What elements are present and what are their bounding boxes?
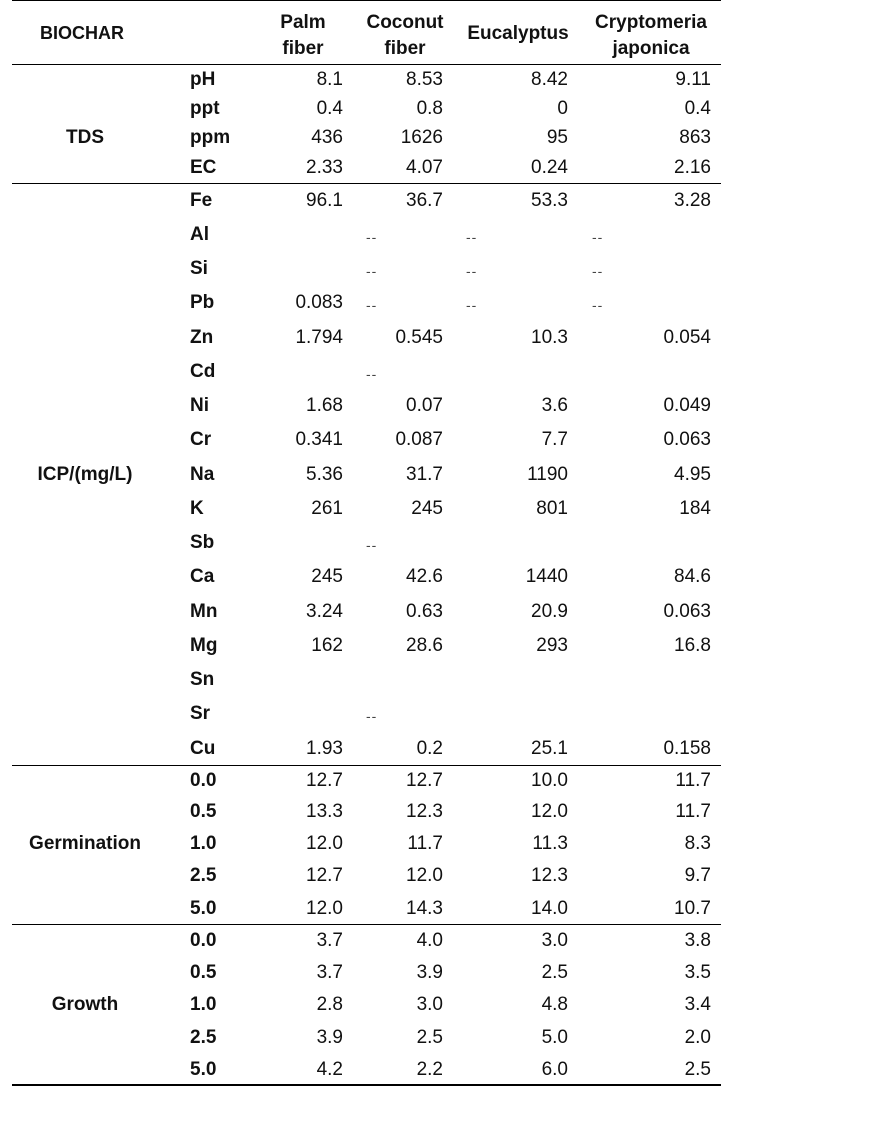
- table-cell-value: 4.07: [406, 157, 443, 178]
- table-cell-value: 3.9: [416, 962, 443, 983]
- row-parameter: Sr: [190, 703, 211, 724]
- table-cell-value: 4.95: [674, 464, 711, 485]
- table-cell-value: 1.794: [295, 327, 343, 348]
- table-cell-value: 245: [411, 498, 443, 519]
- table-cell-value: 2.33: [306, 157, 343, 178]
- table-cell-value: 8.42: [531, 69, 568, 90]
- table-cell-value: 16.8: [674, 635, 711, 656]
- row-parameter: pH: [190, 69, 216, 90]
- table-cell-value: 9.7: [684, 865, 711, 886]
- table-cell-value: 245: [311, 566, 343, 587]
- table-cell-value: 12.0: [306, 833, 343, 854]
- table-cell-value: 12.0: [306, 898, 343, 919]
- table-cell-value: 12.3: [531, 865, 568, 886]
- missing-value-dash: --: [466, 297, 478, 313]
- table-cell-value: 3.0: [416, 994, 443, 1015]
- row-parameter: Na: [190, 464, 215, 485]
- table-cell-value: 0.049: [663, 395, 711, 416]
- missing-value-dash: --: [366, 708, 378, 724]
- row-parameter: 1.0: [190, 994, 217, 1015]
- table-cell-value: 11.7: [675, 770, 711, 791]
- table-cell-value: 2.5: [416, 1027, 443, 1048]
- missing-value-dash: --: [592, 263, 604, 279]
- row-parameter: EC: [190, 157, 217, 178]
- table-cell-value: 2.5: [684, 1059, 711, 1080]
- header-palm-fiber: Palm fiber: [280, 12, 326, 59]
- table-cell-value: 28.6: [406, 635, 443, 656]
- row-parameter: 2.5: [190, 1027, 217, 1048]
- row-parameter: 5.0: [190, 898, 217, 919]
- table-cell-value: 0.054: [663, 327, 711, 348]
- tds-rule: [12, 183, 721, 184]
- missing-value-dash: --: [466, 229, 478, 245]
- header-eucalyptus: Eucalyptus: [467, 23, 569, 44]
- header-biochar: BIOCHAR: [40, 23, 124, 43]
- table-cell-value: 3.7: [316, 962, 343, 983]
- table-cell-value: 162: [311, 635, 343, 656]
- row-parameter: ppm: [190, 127, 231, 148]
- table-cell-value: 95: [546, 127, 568, 148]
- row-parameter: Mn: [190, 601, 218, 622]
- table-cell-value: 0.2: [416, 738, 443, 759]
- row-parameter: 1.0: [190, 833, 217, 854]
- row-parameter: Cr: [190, 429, 212, 450]
- table-cell-value: 12.7: [306, 865, 343, 886]
- table-cell-value: 5.0: [541, 1027, 568, 1048]
- table-cell-value: 0.07: [406, 395, 443, 416]
- missing-value-dash: --: [366, 229, 378, 245]
- table-cell-value: 2.2: [416, 1059, 443, 1080]
- row-parameter: Cu: [190, 738, 216, 759]
- table-cell-value: 184: [679, 498, 711, 519]
- table-cell-value: 1.68: [306, 395, 343, 416]
- table-cell-value: 1.93: [306, 738, 343, 759]
- table-cell-value: 8.3: [684, 833, 711, 854]
- missing-value-dash: --: [366, 366, 378, 382]
- group-label: Growth: [51, 994, 119, 1015]
- table-cell-value: 0.087: [395, 429, 443, 450]
- table-cell-value: 3.28: [674, 190, 711, 211]
- table-cell-value: 96.1: [306, 190, 343, 211]
- table-cell-value: 0.4: [684, 98, 711, 119]
- table-cell-value: 12.3: [406, 801, 443, 822]
- row-parameter: 5.0: [190, 1059, 217, 1080]
- table-cell-value: 2.8: [316, 994, 343, 1015]
- top-rule: [12, 0, 721, 1]
- table-cell-value: 0.083: [295, 292, 343, 313]
- table-cell-value: 3.8: [684, 930, 711, 951]
- table-cell-value: 2.0: [684, 1027, 711, 1048]
- table-cell-value: 36.7: [406, 190, 443, 211]
- table-cell-value: 10.7: [674, 898, 711, 919]
- table-cell-value: 0.4: [316, 98, 343, 119]
- table-cell-value: 11.7: [407, 833, 443, 854]
- table-cell-value: 3.24: [306, 601, 343, 622]
- row-parameter: Cd: [190, 361, 216, 382]
- row-parameter: 0.5: [190, 962, 217, 983]
- row-parameter: Ni: [190, 395, 209, 416]
- row-parameter: Sn: [190, 669, 215, 690]
- table-cell-value: 12.7: [406, 770, 443, 791]
- group-label: ICP/(mg/L): [37, 464, 133, 485]
- table-cell-value: 7.7: [541, 429, 568, 450]
- table-cell-value: 4.0: [416, 930, 443, 951]
- header-cryptomeria-japonica: Cryptomeria japonica: [595, 12, 707, 59]
- table-cell-value: 3.0: [541, 930, 568, 951]
- table-cell-value: 1440: [525, 566, 568, 587]
- table-cell-value: 1626: [400, 127, 443, 148]
- header-rule: [12, 64, 721, 65]
- table-cell-value: 3.7: [316, 930, 343, 951]
- table-cell-value: 2.5: [541, 962, 568, 983]
- table-cell-value: 6.0: [541, 1059, 568, 1080]
- row-parameter: Fe: [190, 190, 213, 211]
- table-cell-value: 10.0: [531, 770, 568, 791]
- table-cell-value: 0.063: [663, 601, 711, 622]
- table-cell-value: 31.7: [406, 464, 443, 485]
- table-cell-value: 3.9: [316, 1027, 343, 1048]
- table-cell-value: 42.6: [406, 566, 443, 587]
- table-cell-value: 12.0: [406, 865, 443, 886]
- row-parameter: Zn: [190, 327, 214, 348]
- row-parameter: Si: [190, 258, 208, 279]
- table-cell-value: 801: [536, 498, 568, 519]
- table-cell-value: 9.11: [675, 69, 711, 90]
- table-cell-value: 436: [311, 127, 343, 148]
- table-cell-value: 0.158: [663, 738, 711, 759]
- table-cell-value: 293: [536, 635, 568, 656]
- table-cell-value: 11.7: [675, 801, 711, 822]
- missing-value-dash: --: [592, 297, 604, 313]
- table-cell-value: 0.063: [663, 429, 711, 450]
- table-cell-value: 11.3: [532, 833, 568, 854]
- row-parameter: Ca: [190, 566, 215, 587]
- table-cell-value: 8.1: [316, 69, 343, 90]
- missing-value-dash: --: [366, 297, 378, 313]
- table-cell-value: 84.6: [674, 566, 711, 587]
- missing-value-dash: --: [592, 229, 604, 245]
- table-cell-value: 12.7: [306, 770, 343, 791]
- table-cell-value: 3.5: [684, 962, 711, 983]
- row-parameter: Sb: [190, 532, 215, 553]
- table-cell-value: 261: [311, 498, 343, 519]
- row-parameter: 0.5: [190, 801, 217, 822]
- table-cell-value: 0.24: [531, 157, 568, 178]
- group-label: Germination: [29, 833, 141, 854]
- row-parameter: ppt: [190, 98, 220, 119]
- table-cell-value: 5.36: [306, 464, 343, 485]
- table-cell-value: 863: [679, 127, 711, 148]
- icp-rule: [12, 765, 721, 766]
- table-cell-value: 12.0: [531, 801, 568, 822]
- table-cell-value: 13.3: [306, 801, 343, 822]
- table-cell-value: 53.3: [531, 190, 568, 211]
- table-cell-value: 14.3: [406, 898, 443, 919]
- table-cell-value: 0.8: [416, 98, 443, 119]
- table-cell-value: 0.341: [295, 429, 343, 450]
- bottom-rule: [12, 1084, 721, 1086]
- table-cell-value: 2.16: [674, 157, 711, 178]
- table-cell-value: 4.8: [541, 994, 568, 1015]
- row-parameter: 0.0: [190, 930, 217, 951]
- table-cell-value: 3.4: [684, 994, 711, 1015]
- table-cell-value: 1190: [527, 464, 568, 485]
- table-cell-value: 0: [557, 98, 568, 119]
- row-parameter: K: [190, 498, 204, 519]
- row-parameter: 0.0: [190, 770, 217, 791]
- table-cell-value: 0.545: [395, 327, 443, 348]
- table-cell-value: 4.2: [316, 1059, 343, 1080]
- missing-value-dash: --: [366, 537, 378, 553]
- header-coconut-fiber: Coconut fiber: [366, 12, 444, 59]
- row-parameter: 2.5: [190, 865, 217, 886]
- missing-value-dash: --: [366, 263, 378, 279]
- table-cell-value: 10.3: [531, 327, 568, 348]
- table-cell-value: 25.1: [531, 738, 568, 759]
- table-cell-value: 20.9: [531, 601, 568, 622]
- germination-rule: [12, 924, 721, 925]
- table-cell-value: 0.63: [406, 601, 443, 622]
- missing-value-dash: --: [466, 263, 478, 279]
- table-cell-value: 8.53: [406, 69, 443, 90]
- table-cell-value: 14.0: [531, 898, 568, 919]
- table-cell-value: 3.6: [541, 395, 568, 416]
- group-label: TDS: [66, 127, 104, 148]
- row-parameter: Al: [190, 224, 209, 245]
- row-parameter: Pb: [190, 292, 215, 313]
- row-parameter: Mg: [190, 635, 218, 656]
